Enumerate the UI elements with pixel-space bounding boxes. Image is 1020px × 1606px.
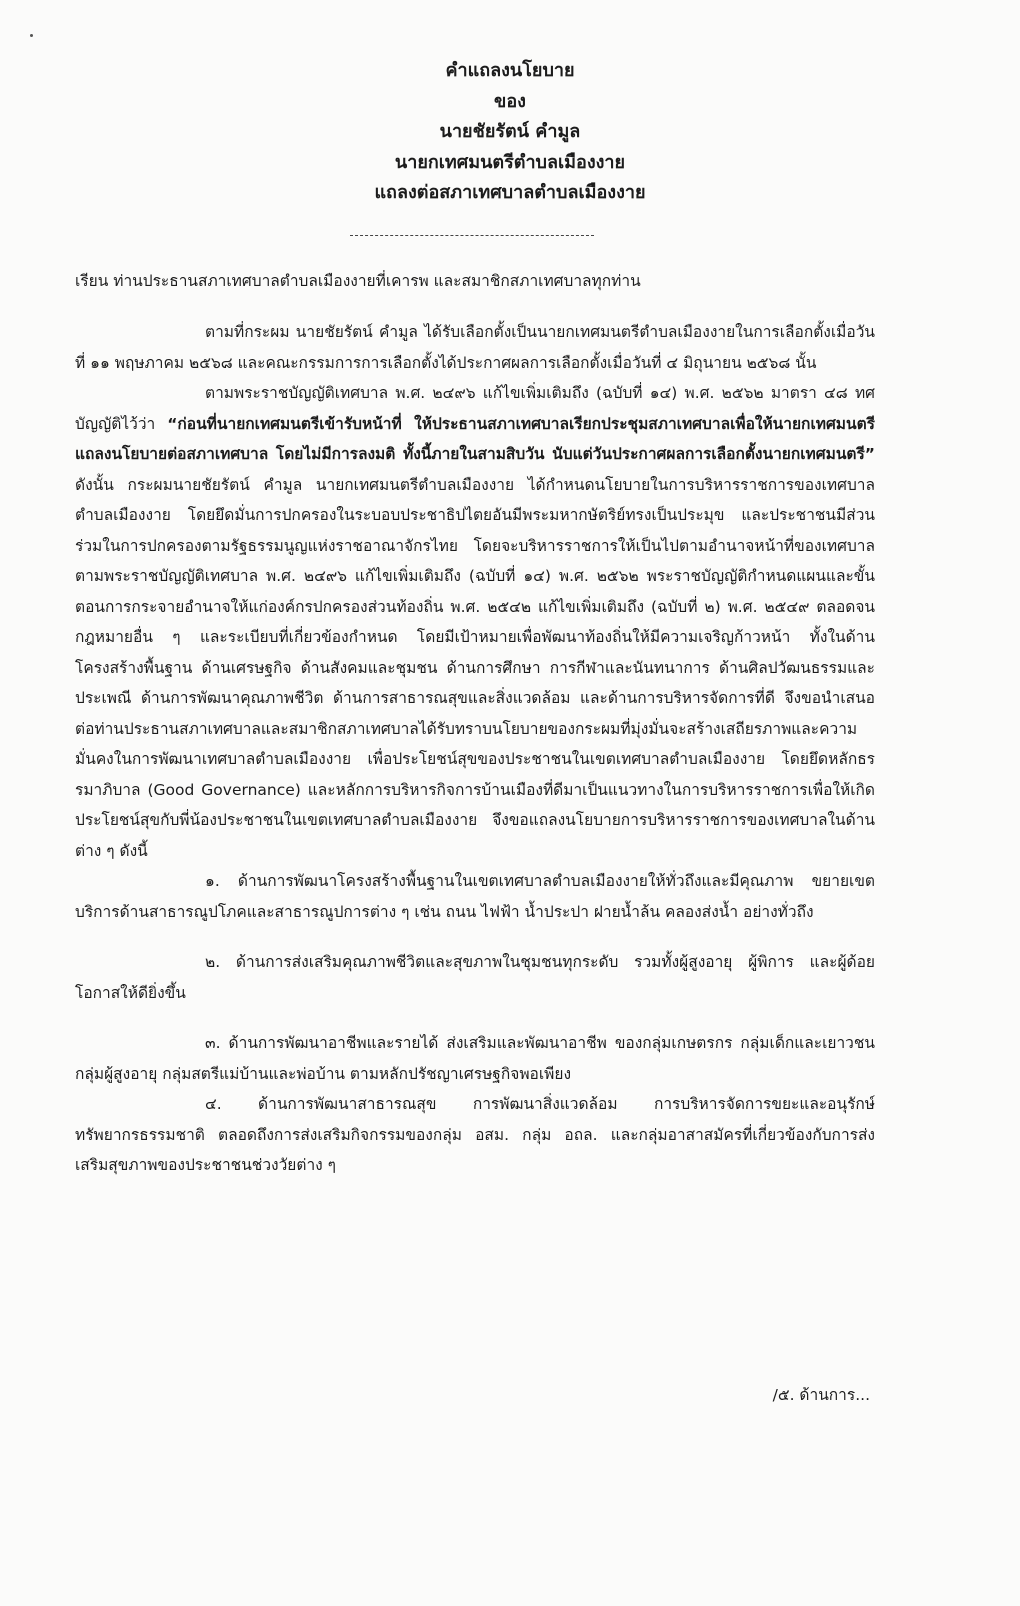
document-header — [0, 56, 1020, 209]
header-divider — [350, 235, 594, 236]
paragraph-legal-basis — [75, 378, 875, 866]
policy-item-3: ๓. ด้านการพัฒนาอาชีพและรายได้ ส่งเสริมและพัฒนาอาชีพ ของกลุ่มเกษตรกร กลุ่มเด็กและเยาวชน กลุ่มผู้สูงอายุ กลุ่มสตรีแม่บ้านและพ่อบ้าน ตามหลักปรัชญาเศรษฐกิจพอเพียง — [75, 1034, 875, 1083]
paragraph-legal-pre: ตามพระราชบัญญัติเทศบาล พ.ศ. ๒๔๙๖ แก้ไขเพิ่มเติมถึง (ฉบับที่ ๑๔) พ.ศ. ๒๕๖๒ มาตรา ๔๘ ทศ บัญญัติไว้ว่า — [75, 384, 875, 433]
paragraph-intro: ตามที่กระผม นายชัยรัตน์ คำมูล ได้รับเลือกตั้งเป็นนายกเทศมนตรีตำบลเมืองงายในการเลือกตั้งเมื่อวันที่ ๑๑ พฤษภาคม ๒๕๖๘ และคณะกรรมการการเลือกตั้งได้ประกาศผลการเลือกตั้งเมื่อวันที่ ๔ มิถุนายน ๒๕๖๘ นั้น — [75, 323, 875, 372]
scan-speck — [30, 34, 33, 37]
salutation: เรียน ท่านประธานสภาเทศบาลตำบลเมืองงายที่เคารพ และสมาชิกสภาเทศบาลทุกท่าน — [75, 272, 641, 290]
legal-quote: “ก่อนที่นายกเทศมนตรีเข้ารับหน้าที่ ให้ประธานสภาเทศบาลเรียกประชุมสภาเทศบาลเพื่อให้นายกเทศมนตรีแถลงนโยบายต่อสภาเทศบาล โดยไม่มีการลงมติ ทั้งนี้ภายในสามสิบวัน นับแต่วันประกาศผลการเลือกตั้งนายกเทศมนตรี” — [75, 414, 875, 463]
policy-item-4: ๔. ด้านการพัฒนาสาธารณสุข การพัฒนาสิ่งแวดล้อม การบริหารจัดการขยะและอนุรักษ์ทรัพยากรธรรมชาติ ตลอดถึงการส่งเสริมกิจกรรมของกลุ่ม อสม. กลุ่ม อถล. และกลุ่มอาสาสมัครที่เกี่ยวข้องกับการส่งเสริมสุขภาพของประชาชนช่วงวัยต่าง ๆ — [75, 1095, 875, 1174]
continuation-note: /๕. ด้านการ... — [772, 1386, 870, 1404]
header-of: ของ — [494, 90, 526, 112]
header-name: นายชัยรัตน์ คำมูล — [439, 121, 581, 142]
header-title: คำแถลงนโยบาย — [445, 60, 575, 81]
spacer — [75, 1008, 875, 1028]
spacer — [75, 927, 875, 947]
document-body — [75, 317, 875, 1181]
header-position: นายกเทศมนตรีตำบลเมืองงาย — [394, 151, 626, 173]
policy-item-1: ๑. ด้านการพัฒนาโครงสร้างพื้นฐานในเขตเทศบาลตำบลเมืองงายให้ทั่วถึงและมีคุณภาพ ขยายเขตบริการด้านสาธารณูปโภคและสาธารณูปการต่าง ๆ เช่น ถนน ไฟฟ้า น้ำประปา ฝายน้ำล้น คลองส่งน้ำ อย่างทั่วถึง — [75, 872, 875, 921]
paragraph-legal-post: ดังนั้น กระผมนายชัยรัตน์ คำมูล นายกเทศมนตรีตำบลเมืองงาย ได้กำหนดนโยบายในการบริหารราชการของเทศบาลตำบลเมืองงาย โดยยึดมั่นการปกครองในระบอบประชาธิปไตยอันมีพระมหากษัตริย์ทรงเป็นประมุข และประชาชนมีส่วนร่วมในการปกครองตามรัฐธรรมนูญแห่งราชอาณาจักรไทย โดยจะบริหารราชการให้เป็นไปตามอำนาจหน้าที่ของเทศบาลตามพระราชบัญญัติเทศบาล พ.ศ. ๒๔๙๖ แก้ไขเพิ่มเติมถึง (ฉบับที่ ๑๔) พ.ศ. ๒๕๖๒ พระราชบัญญัติกำหนดแผนและขั้นตอนการกระจายอำนาจให้แก่องค์กรปกครองส่วนท้องถิ่น พ.ศ. ๒๕๔๒ แก้ไขเพิ่มเติมถึง (ฉบับที่ ๒) พ.ศ. ๒๕๔๙ ตลอดจนกฎหมายอื่น ๆ และระเบียบที่เกี่ยวข้องกำหนด โดยมีเป้าหมายเพื่อพัฒนาท้องถิ่นให้มีความเจริญก้าวหน้า ทั้งในด้านโครงสร้างพื้นฐาน ด้านเศรษฐกิจ ด้านสังคมและชุมชน ด้านการศึกษา การกีฬาและนันทนาการ ด้านศิลปวัฒนธรรมและประเพณี ด้านการพัฒนาคุณภาพชีวิต ด้านการสาธารณสุขและสิ่งแวดล้อม และด้านการบริหารจัดการที่ดี จึงขอนำเสนอต่อท่านประธานสภาเทศบาลและสมาชิกสภาเทศบาลได้รับทราบนโยบายของกระผมที่มุ่งมั่นจะสร้างเสถียรภาพและความมั่นคงในการพัฒนาเทศบาลตำบลเมืองงาย เพื่อประโยชน์สุขของประชาชนในเขตเทศบาลตำบลเมืองงาย โดยยึดหลักธรรมาภิบาล (Good Governance) และหลักการบริหารกิจการบ้านเมืองที่ดีมาเป็นแนวทางในการบริหารราชการเพื่อให้เกิดประโยชน์สุขกับพี่น้องประชาชนในเขตเทศบาลตำบลเมืองงาย จึงขอแถลงนโยบายการบริหารราชการของเทศบาลในด้านต่าง ๆ ดังนี้ — [75, 475, 875, 860]
policy-item-2: ๒. ด้านการส่งเสริมคุณภาพชีวิตและสุขภาพในชุมชนทุกระดับ รวมทั้งผู้สูงอายุ ผู้พิการ และผู้ด้อยโอกาสให้ดียิ่งขึ้น — [75, 953, 875, 1002]
header-subtitle: แถลงต่อสภาเทศบาลตำบลเมืองงาย — [374, 182, 646, 203]
